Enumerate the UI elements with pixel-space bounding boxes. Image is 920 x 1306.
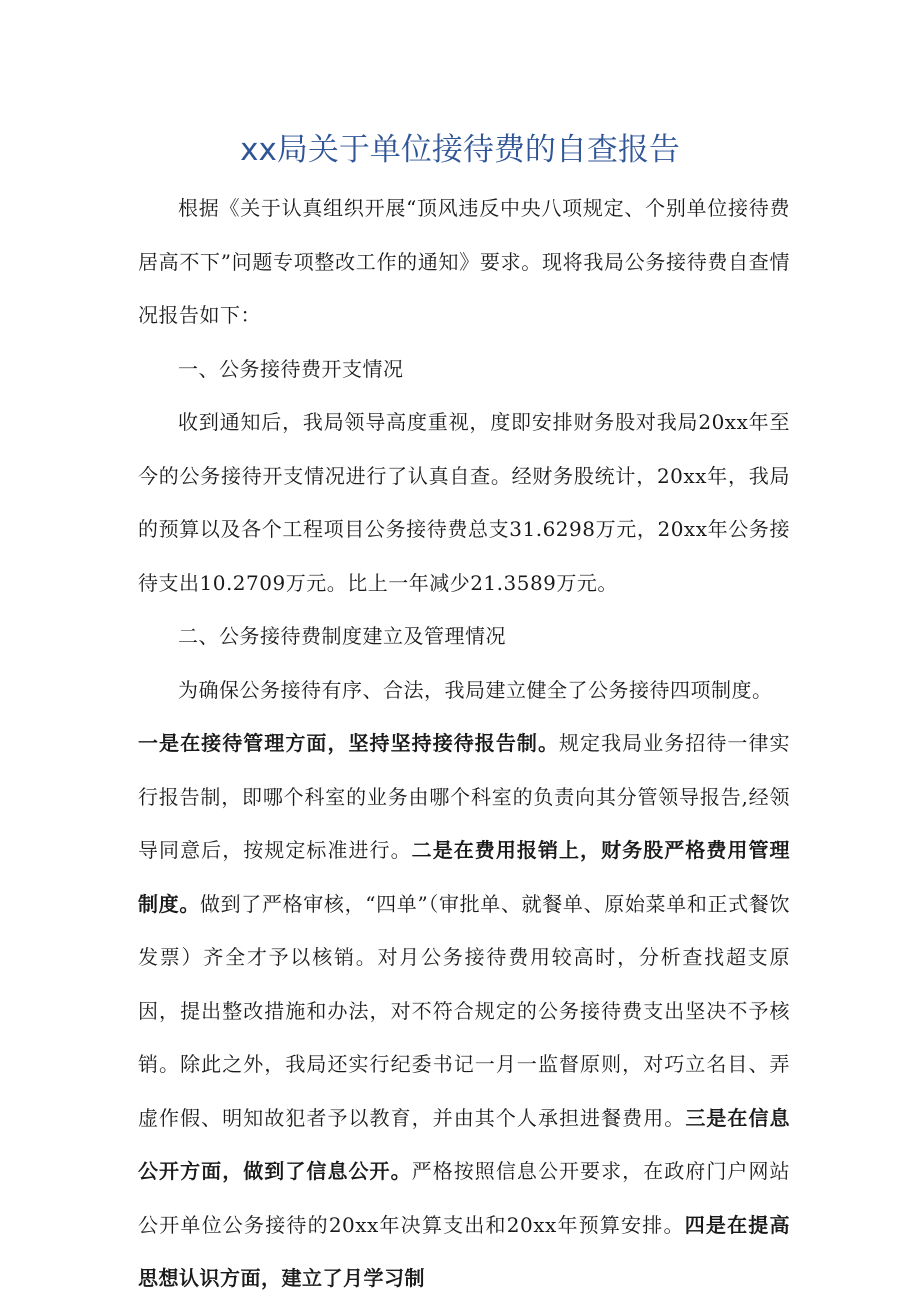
point3-heading: 三是在信息公开方面，做到了信息公开。 [138,1105,791,1183]
section1-paragraph: 收到通知后，我局领导高度重视，度即安排财务股对我局20xx年至今的公务接待开支情况进行了认真自查。经财务股统计，20xx年，我局的预算以及各个工程项目公务接待费总支31.6298万元，20xx年公务接待支出10.2709万元。比上一年减少21.3589万元。 [138,410,790,595]
point4-heading: 四是在提高思想认识方面，建立了月学习制 [138,1212,790,1290]
point3-text: 严格按照信息公开要求，在政府门户网站公开单位公务接待的20xx年决算支出和20xx年预算安排。 [138,1159,791,1237]
section1-heading: 一、公务接待费开支情况 [178,356,404,381]
document-body [138,182,790,1306]
document-title: xx局关于单位接待费的自查报告 [240,132,680,168]
section2-details-paragraph [138,717,790,1306]
point2-heading: 二是在费用报销上，财务股严格费用管理制度。 [138,838,791,916]
section2-heading: 二、公务接待费制度建立及管理情况 [178,624,506,648]
section2-intro: 为确保公务接待有序、合法，我局建立健全了公务接待四项制度。 [178,677,773,702]
point2-text: 做到了严格审核，“四单”（审批单、就餐单、原始菜单和正式餐饮发票）齐全才予以核销。对月公务接待费用较高时，分析查找超支原因，提出整改措施和办法，对不符合规定的公务接待费支出坚决不予核销。除此之外，我局还实行纪委书记一月一监督原则，对巧立名目、弄虚作假、明知故犯者予以教育，并由其个人承担进餐费用。 [138,891,791,1130]
intro-paragraph: 根据《关于认真组织开展“顶风违反中央八项规定、个别单位接待费居高不下”问题专项整改工作的通知》要求。现将我局公务接待费自查情况报告如下： [138,196,790,327]
point1-heading: 一是在接待管理方面，坚持坚持接待报告制。 [138,731,559,755]
point1-text: 规定我局业务招待一律实行报告制，即哪个科室的业务由哪个科室的负责向其分管领导报告,经领导同意后，按规定标准进行。 [138,731,791,862]
